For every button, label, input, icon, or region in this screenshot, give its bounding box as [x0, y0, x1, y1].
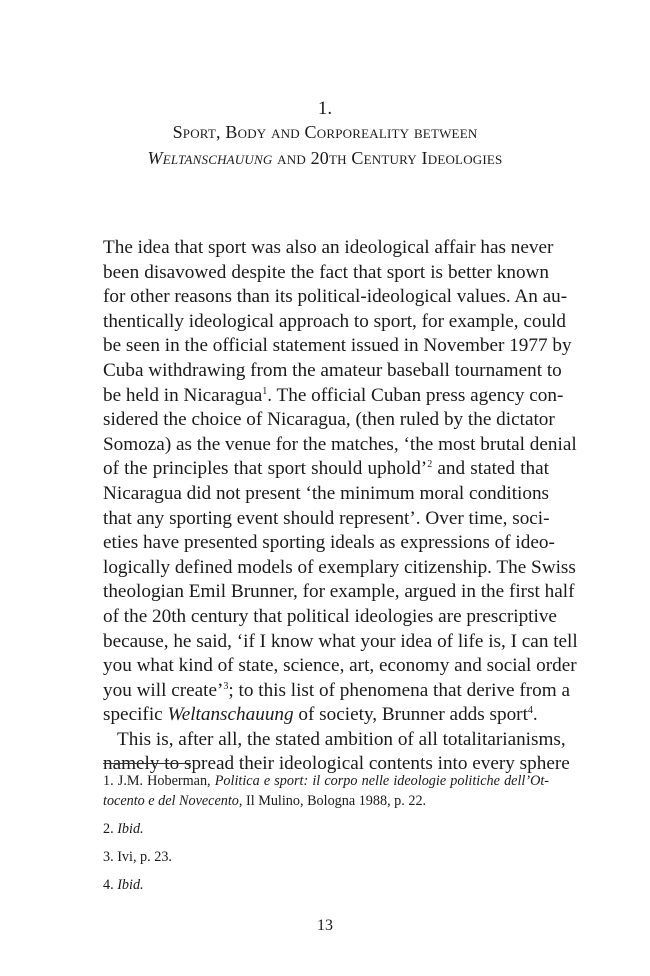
body-line: Somoza) as the venue for the matches, ‘the most brutal denial	[103, 433, 577, 455]
body-line: you what kind of state, science, art, economy and social order	[103, 655, 577, 677]
chapter-title-italic: Weltanschauung	[147, 148, 273, 168]
footnote-3: 3. Ivi, p. 23.	[103, 849, 172, 865]
body-line: Cuba withdrawing from the amateur baseball tournament to	[103, 359, 562, 381]
chapter-number: 1.	[317, 98, 333, 119]
footnote-2: 2. Ibid.	[103, 821, 144, 837]
body-line: theologian Emil Brunner, for example, argued in the first half	[103, 581, 575, 603]
body-line: Nicaragua did not present ‘the minimum moral conditions	[103, 482, 550, 504]
footnotes	[103, 771, 549, 903]
body-line: been disavowed despite the fact that sport is better known	[103, 261, 549, 283]
footnote-4: 4. Ibid.	[103, 877, 144, 893]
body-line: because, he said, ‘if I know what your idea of life is, I can tell	[103, 630, 578, 652]
footnote-rule	[103, 763, 191, 764]
body-line: namely to spread their ideological contents into every sphere	[103, 753, 570, 775]
body-line: of the principles that sport should uphold’$^2$ and stated that	[103, 458, 549, 480]
chapter-title-line-2	[0, 148, 650, 169]
footnote-ref-3: 3	[223, 680, 229, 692]
body-line: This is, after all, the stated ambition of all totalitarianisms,	[117, 728, 566, 750]
body-line: that any sporting event should represent’. Over time, soci-	[103, 507, 550, 529]
body-line: logically defined models of exemplary citizenship. The Swiss	[103, 556, 576, 578]
body-line: you will create’$^3$; to this list of phenomena that derive from a	[103, 679, 570, 701]
page-number: 13	[317, 917, 333, 934]
footnote-ref-4: 4	[527, 705, 533, 717]
body-line: thentically ideological approach to sport, for example, could	[103, 310, 567, 332]
footnote-ref-1: 1	[262, 385, 268, 397]
body-line: be seen in the official statement issued in November 1977 by	[103, 335, 572, 357]
body-line: sidered the choice of Nicaragua, (then ruled by the dictator	[103, 409, 555, 431]
chapter-title-line-1: Sport, Body and Corporeality between	[172, 122, 478, 142]
chapter-title-rest: and 20th Century Ideologies	[272, 148, 503, 168]
body-line: The idea that sport was also an ideological affair has never	[103, 237, 554, 258]
body-line: for other reasons than its political-ideological values. An au-	[103, 286, 568, 308]
body-line: specific Weltanschauung of society, Brunner adds sport$^4$.	[103, 704, 538, 726]
body-text	[103, 236, 578, 777]
body-line: be held in Nicaragua$^1$. The official Cuban press agency con-	[103, 384, 564, 406]
body-line: eties have presented sporting ideals as expressions of ideo-	[103, 532, 555, 554]
footnote-1: 1. J.M. Hoberman, Politica e sport: il corpo nelle ideologie politiche dell’Ot- tocento e del Novecento, Il Mulino, Bologna 1988, p. 22.	[103, 773, 549, 809]
body-line: of the 20th century that political ideologies are prescriptive	[103, 605, 557, 627]
footnote-ref-2: 2	[427, 459, 433, 471]
